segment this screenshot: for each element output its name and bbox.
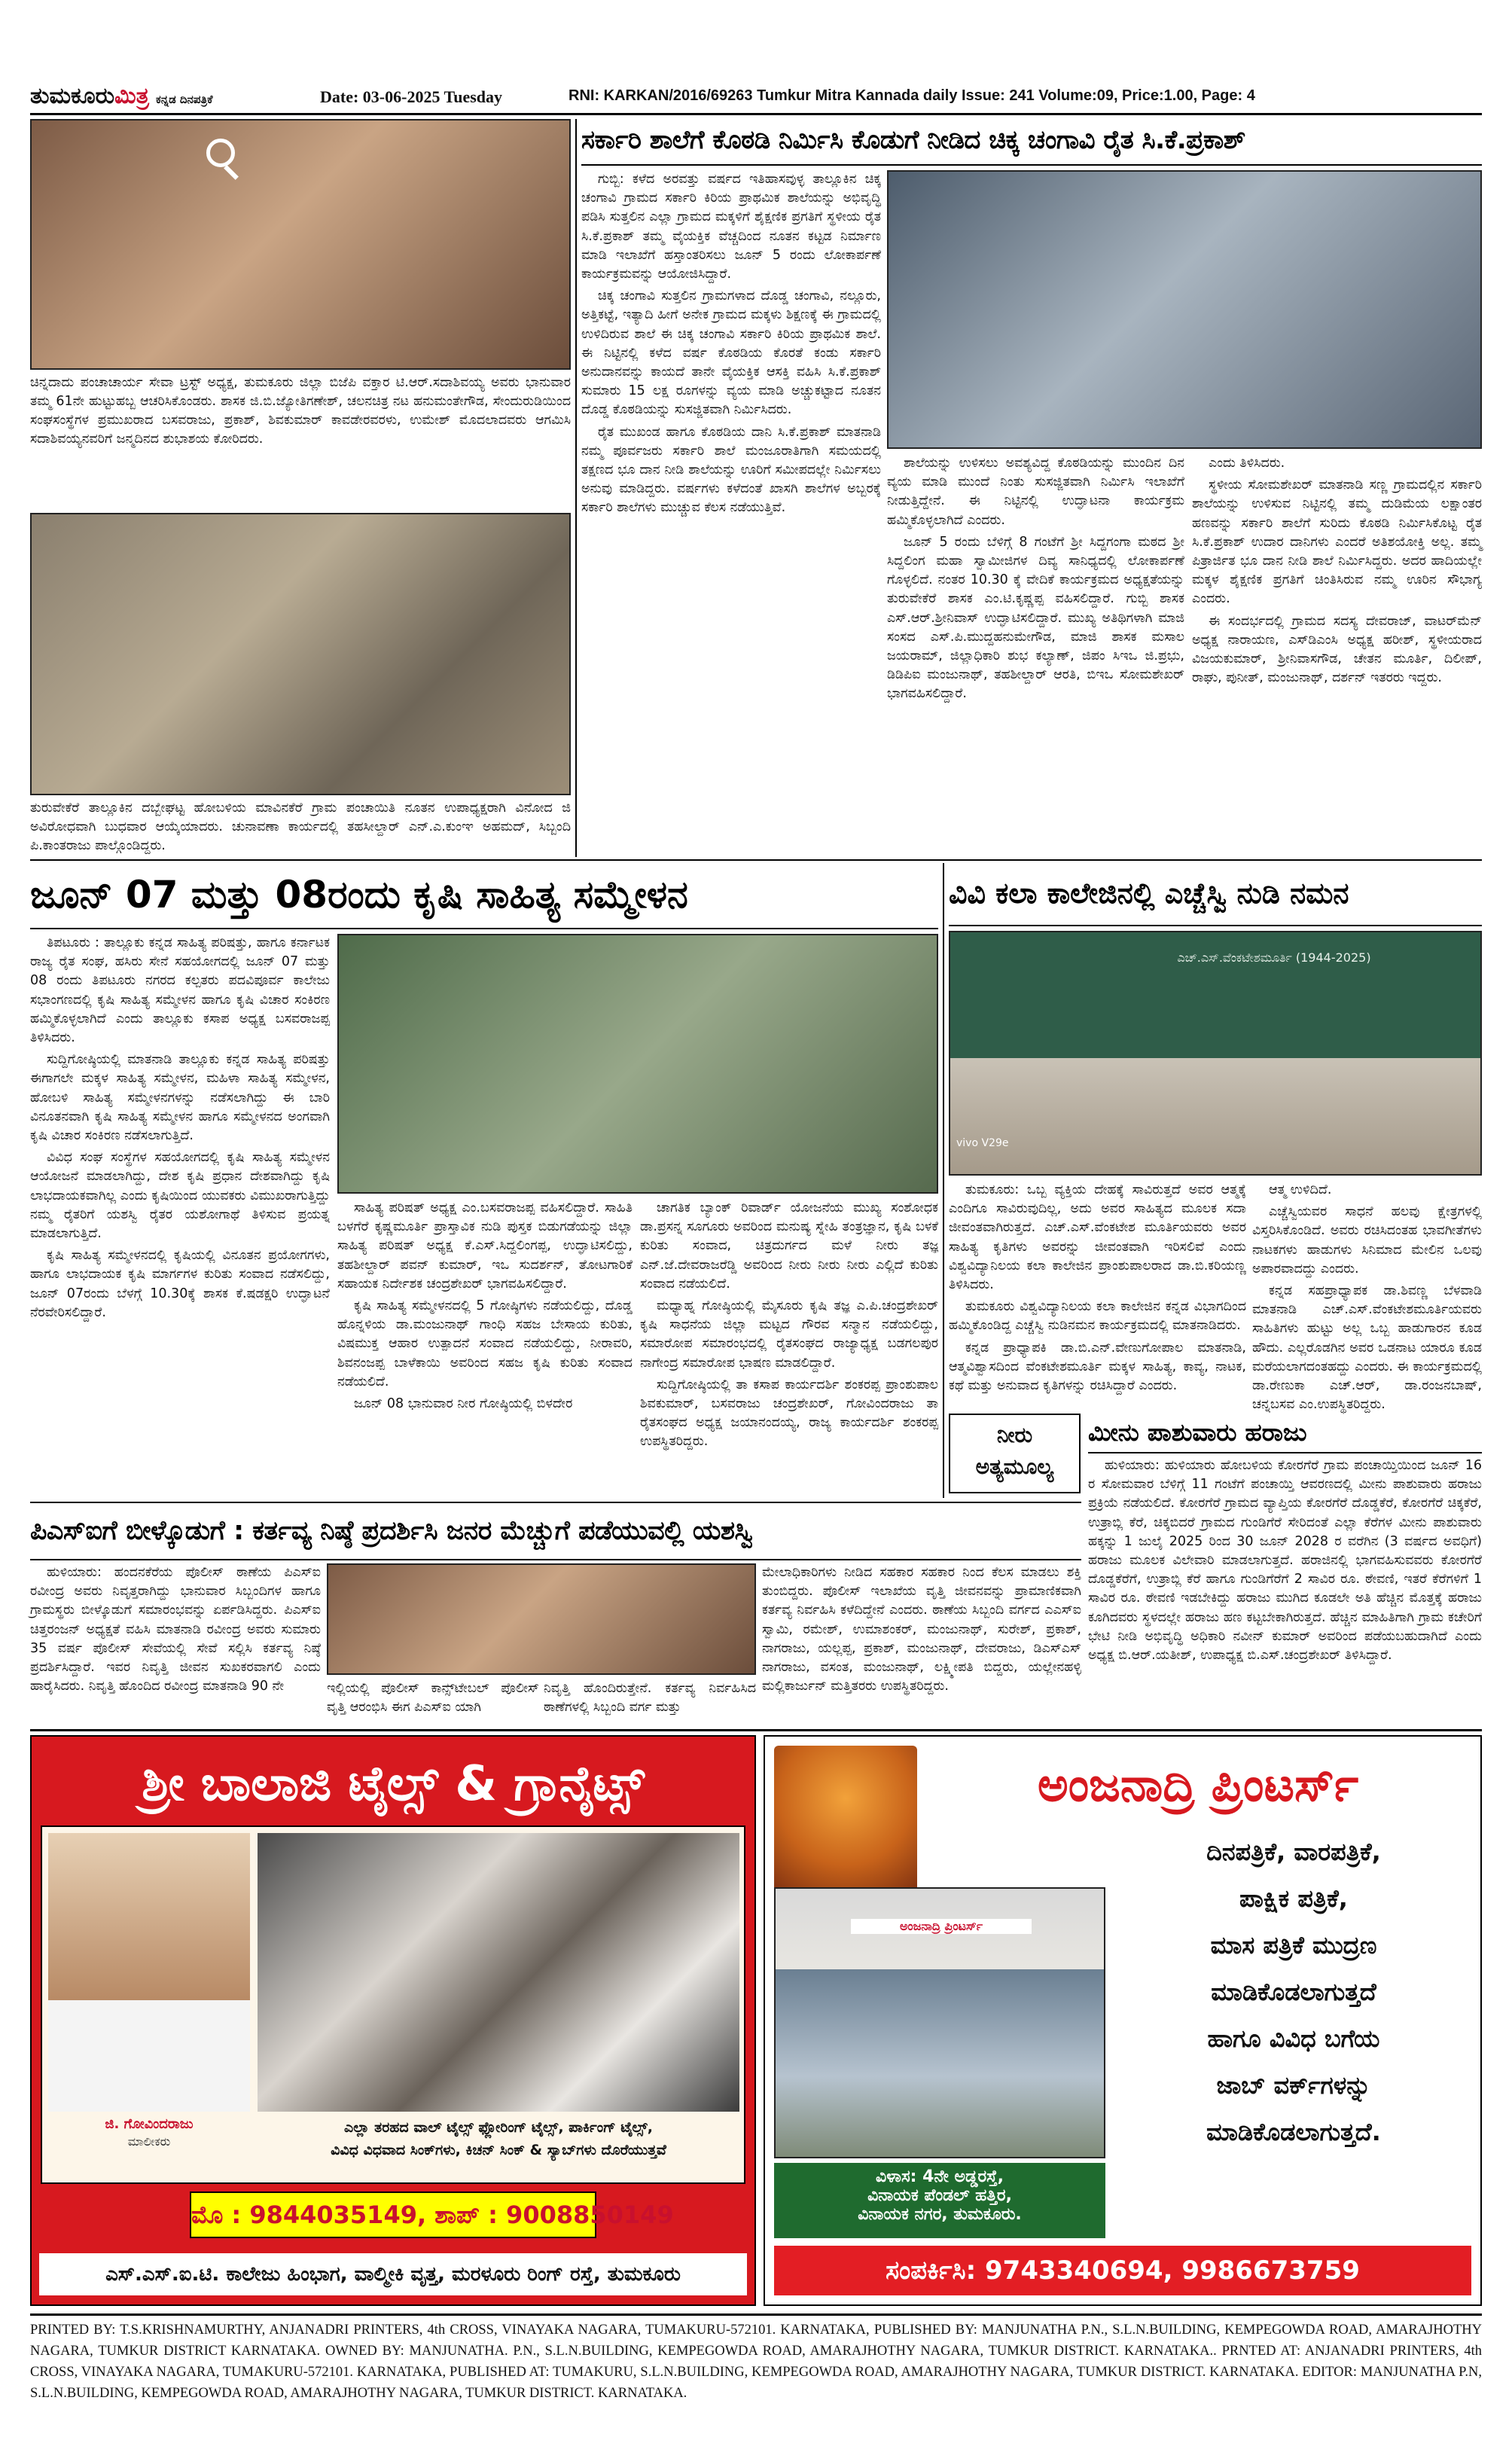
psi-col2: ನಿವೃತ್ತಿ ಹೊಂದಿರುತ್ತೇನೆ. ಕರ್ತವ್ಯ ನಿರ್ವಹಿಸಿದ ಠಾಣೆಗಳಲ್ಲಿ ಸಿಬ್ಬಂದಿ ವರ್ಗ ಮತ್ತು: [544, 1681, 756, 1716]
school-p5: ಜೂನ್ 5 ರಂದು ಬೆಳಿಗ್ಗೆ 8 ಗಂಟೆಗೆ ಶ್ರೀ ಸಿದ್ದಗಂಗಾ ಮಠದ ಶ್ರೀ ಸಿದ್ದಲಿಂಗ ಮಹಾ ಸ್ವಾಮೀಜಿಗಳ ದಿವ್ಯ ಸಾನಿಧ್ಯದಲ್ಲಿ ಲೋಕಾರ್ಪಣೆ ಗೊಳ್ಳಲಿದೆ. ನಂತರ 10.30 ಕ್ಕೆ ವೇದಿಕೆ ಕಾರ್ಯಕ್ರಮದ ಅಧ್ಯಕ್ಷತೆಯನ್ನು ತುರುವೇಕೆರೆ ಶಾಸಕ ಎಂ.ಟಿ.ಕೃಷ್ಣಪ್ಪ ವಹಿಸಲಿದ್ದಾರೆ. ಗುಬ್ಬಿ ಶಾಸಕ ಎಸ್.ಆರ್.ಶ್ರೀನಿವಾಸ್ ಉದ್ಘಾಟಿಸಲಿದ್ದಾರೆ. ಮುಖ್ಯ ಅತಿಥಿಗಳಾಗಿ ಮಾಜಿ ಸಂಸದ ಎಸ್.ಪಿ.ಮುದ್ದಹನುಮೇಗೌಡ, ಮಾಜಿ ಶಾಸಕ ಮಸಾಲ ಜಯರಾಮ್, ಜಿಲ್ಲಾಧಿಕಾರಿ ಶುಭ ಕಲ್ಯಾಣ್, ಜಿಪಂ ಸಿಇಒ ಜಿ.ಪ್ರಭು, ಡಿಡಿಪಿಐ ಮಂಜುನಾಥ್, ತಹಶೀಲ್ದಾರ್ ಆರತಿ, ಬಿಇಒ ಸೋಮಶೇಖರ್ ಭಾಗವಹಿಸಲಿದ್ದಾರೆ.: [887, 534, 1184, 702]
krishi-p9: ಮಧ್ಯಾಹ್ನ ಗೋಷ್ಠಿಯಲ್ಲಿ ಮೈಸೂರು ಕೃಷಿ ತಜ್ಞ ಎ.ಪಿ.ಚಂದ್ರಶೇಖರ್ ಕೃಷಿ ಸಾಧನೆಯ ಜಿಲ್ಲಾ ಮಟ್ಟದ ಗೌರವ ಸನ್ಮಾನ ನಡೆಯಲಿದ್ದು, ಸಮಾರೋಪ ಸಮಾರಂಭದಲ್ಲಿ ರೈತಸಂಘದ ರಾಜ್ಯಾಧ್ಯಕ್ಷ ಬಡಗಲಪುರ ನಾಗೇಂದ್ರ ಸಮಾರೋಪ ಭಾಷಣ ಮಾಡಲಿದ್ದಾರೆ.: [640, 1298, 938, 1371]
vv-p2: ತುಮಕೂರು ವಿಶ್ವವಿದ್ಯಾನಿಲಯ ಕಲಾ ಕಾಲೇಜಿನ ಕನ್ನಡ ವಿಭಾಗದಿಂದ ಹಮ್ಮಿಕೊಂಡಿದ್ದ ಎಚ್ಚೆಸ್ವಿ ನುಡಿನಮನ ಕಾರ್ಯಕ್ರಮದಲ್ಲಿ ಮಾತನಾಡಿದರು.: [949, 1299, 1246, 1334]
ad-anjanadri-deity-img: [774, 1746, 917, 1896]
krishi-col1: [30, 934, 330, 1499]
ad-balaji-portrait: [48, 1833, 250, 2112]
krishi-col3: [640, 1199, 938, 1499]
masthead: [30, 83, 1482, 110]
vv-p6: ಕನ್ನಡ ಸಹಪ್ರಾಧ್ಯಾಪಕ ಡಾ.ಶಿವಣ್ಣ ಬೆಳವಾಡಿ ಮಾತನಾಡಿ ಎಚ್.ಎಸ್.ವೆಂಕಟೇಶಮೂರ್ತಿಯವರು ಸಾಹಿತಿಗಳು ಹುಟ್ಟು ಅಲ್ಲ ಒಬ್ಬ ಹಾಡುಗಾರನ ಕೂಡ ಹೌದು. ಎಲ್ಲರೊಡಗಿನ ಅವರ ಒಡನಾಟ ಯಾರೂ ಕೂಡ ಮರೆಯಲಾಗದಂತಹದ್ದು ಎಂದರು. ಈ ಕಾರ್ಯಕ್ರಮದಲ್ಲಿ ಡಾ.ರೇಣುಕಾ ಎಚ್.ಆರ್, ಡಾ.ರಂಜನಬಾಷ್, ಚನ್ನಬಸವ ಎಂ.ಉಪಸ್ಥಿತರಿದ್ದರು.: [1252, 1283, 1482, 1413]
ad-balaji-address: ಎಸ್.ಎಸ್.ಐ.ಟಿ. ಕಾಲೇಜು ಹಿಂಭಾಗ, ವಾಲ್ಮೀಕಿ ವೃತ್ತ, ಮರಳೂರು ರಿಂಗ್ ರಸ್ತೆ, ತುಮಕೂರು: [39, 2253, 747, 2295]
ad-balaji-line2: ವಿವಿಧ ವಿಧವಾದ ಸಿಂಕ್‌ಗಳು, ಕಿಚನ್ ಸಿಂಕ್ & ಸ್ಯಾಬ್‌ಗಳು ದೊರೆಯುತ್ತವೆ: [331, 2142, 666, 2158]
ad-balaji-panel: [41, 1825, 745, 2184]
ad-service-line: ದಿನಪತ್ರಿಕೆ, ವಾರಪತ್ರಿಕೆ,: [1206, 1838, 1381, 1866]
ad-anjanadri: [764, 1735, 1482, 2306]
school-p7: ಸ್ಥಳೀಯ ಸೋಮಶೇಖರ್ ಮಾತನಾಡಿ ಸಣ್ಣ ಗ್ರಾಮದಲ್ಲಿನ ಸರ್ಕಾರಿ ಶಾಲೆಯನ್ನು ಉಳಿಸುವ ನಿಟ್ಟಿನಲ್ಲಿ ತಮ್ಮ ದುಡಿಮೆಯ ಲಕ್ಷಾಂತರ ಹಣವನ್ನು ಸರ್ಕಾರಿ ಶಾಲೆಗೆ ಸುರಿದು ಕೊಠಡಿ ನಿರ್ಮಿಸಿಕೊಟ್ಟ ರೈತ ಸಿ.ಕೆ.ಪ್ರಕಾಶ್ ಉದಾರ ದಾನಿಗಳು ಎಂದರೆ ಅತಿಶಯೋಕ್ತಿ ಅಲ್ಲ. ತಮ್ಮ ಪಿತ್ರಾರ್ಜಿತ ಭೂ ದಾನ ನೀಡಿ ಶಾಲೆ ನಿರ್ಮಿಸಿದ್ದರು. ಅದರ ಹಾದಿಯಲ್ಲೇ ಮಕ್ಕಳ ಶೈಕ್ಷಣಿಕ ಪ್ರಗತಿಗೆ ಚಿಂತಿಸಿರುವ ನಮ್ಮ ಊರಿನ ಸೌಭಾಗ್ಯ ಎಂದರು.: [1192, 477, 1482, 607]
krishi-p4: ಕೃಷಿ ಸಾಹಿತ್ಯ ಸಮ್ಮೇಳನದಲ್ಲಿ ಕೃಷಿಯಲ್ಲಿ ವಿನೂತನ ಪ್ರಯೋಗಗಳು, ಹಾಗೂ ಲಾಭದಾಯಕ ಕೃಷಿ ಮಾರ್ಗಗಳ ಕುರಿತು ಸಂವಾದ ನಡೆಸಲಿದ್ದು, ಜೂನ್ 07ರಂದು ಬೆಳಗ್ಗೆ 10.30ಕ್ಕೆ ಶಾಸಕ ಕೆ.ಷಡಕ್ಷರಿ ಉದ್ಘಾಟನೆ ನೆರವೇರಿಸಲಿದ್ದಾರೆ.: [30, 1248, 330, 1320]
vv-p3: ಕನ್ನಡ ಪ್ರಾಧ್ಯಾಪಕಿ ಡಾ.ಬಿ.ಎನ್.ವೇಣುಗೋಪಾಲ ಮಾತನಾಡಿ, ಆತ್ಮವಿಶ್ವಾಸದಿಂದ ವೆಂಕಟೇಶಮೂರ್ತಿ ಮಕ್ಕಳ ಸಾಹಿತ್ಯ, ಕಾವ್ಯ, ನಾಟಕ, ಕಥೆ ಮತ್ತು ಅನುವಾದ ಕೃತಿಗಳನ್ನು ರಚಿಸಿದ್ದಾರೆ ಎಂದರು.: [949, 1340, 1246, 1394]
school-p8: ಈ ಸಂದರ್ಭದಲ್ಲಿ ಗ್ರಾಮದ ಸದಸ್ಯ ದೇವರಾಜ್, ವಾಟರ್‌ಮೆನ್ ಅಧ್ಯಕ್ಷ ನಾರಾಯಣ, ಎಸ್‌ಡಿಎಂಸಿ ಅಧ್ಯಕ್ಷ ಹರೀಶ್, ಸ್ಥಳೀಯರಾದ ವಿಜಯಕುಮಾರ್, ಶ್ರೀನಿವಾಸಗೌಡ, ಚೇತನ ಮೂರ್ತಿ, ದಿಲೀಪ್, ರಾಘು, ಪುನೀತ್, ಮಂಜುನಾಥ್, ದರ್ಶನ್ ಇತರರು ಇದ್ದರು.: [1192, 613, 1482, 686]
vv-p1: ತುಮಕೂರು: ಒಬ್ಬ ವ್ಯಕ್ತಿಯ ದೇಹಕ್ಕೆ ಸಾವಿರುತ್ತದೆ ಅವರ ಆತ್ಮಕ್ಕೆ ಎಂದಿಗೂ ಸಾವಿರುವುದಿಲ್ಲ, ಅದು ಅವರ ಸಾಹಿತ್ಯದ ಮೂಲಕ ಸದಾ ಜೀವಂತವಾಗಿರುತ್ತದೆ. ಎಚ್.ಎಸ್.ವೆಂಕಟೇಶ ಮೂರ್ತಿಯವರು ಅವರ ಸಾಹಿತ್ಯ ಕೃತಿಗಳು ಅವರನ್ನು ಜೀವಂತವಾಗಿ ಇರಿಸಲಿವೆ ಎಂದು ವಿಶ್ವವಿದ್ಯಾನಿಲಯ ಕಲಾ ಕಾಲೇಜಿನ ಪ್ರಾಂಶುಪಾಲರಾದ ಡಾ.ಬಿ.ಕರಿಯಣ್ಣ ತಿಳಿಸಿದರು.: [949, 1182, 1246, 1293]
school-p3: ರೈತ ಮುಖಂಡ ಹಾಗೂ ಕೊಠಡಿಯ ದಾನಿ ಸಿ.ಕೆ.ಪ್ರಕಾಶ್ ಮಾತನಾಡಿ ನಮ್ಮ ಪೂರ್ವಜರು ಸರ್ಕಾರಿ ಶಾಲೆ ಮಂಜೂರಾತಿಗಾಗಿ ಸಮಯದಲ್ಲಿ ತಕ್ಷಣದ ಭೂ ದಾನ ನೀಡಿ ಶಾಲೆಯನ್ನು ಊರಿಗೆ ಸಮೀಪದಲ್ಲೇ ನಿರ್ಮಿಸಲು ಅನುವು ಮಾಡಿದ್ದರು. ವರ್ಷಗಳು ಕಳೆದಂತೆ ಖಾಸಗಿ ಶಾಲೆಗಳ ಅಬ್ಬರಕ್ಕೆ ಸರ್ಕಾರಿ ಶಾಲೆಗಳು ಮುಚ್ಚುವ ಕೆಲಸ ನಡೆಯುತ್ತಿವೆ.: [581, 424, 881, 516]
search-icon-handle: [224, 165, 239, 180]
school-headline-rule: [581, 164, 1482, 166]
divider-v1: [575, 119, 577, 857]
school-col3: [1192, 454, 1482, 856]
birthday-caption: ಚಿನ್ನದಾದು ಪಂಚಾಚಾರ್ಯ ಸೇವಾ ಟ್ರಸ್ಟ್ ಅಧ್ಯಕ್ಷ, ತುಮಕೂರು ಜಿಲ್ಲಾ ಬಿಜೆಪಿ ವಕ್ತಾರ ಟಿ.ಆರ್.ಸದಾಶಿವಯ್ಯ ಅವರು ಭಾನುವಾರ ತಮ್ಮ 61ನೇ ಹುಟ್ಟುಹಬ್ಬ ಆಚರಿಸಿಕೊಂಡರು. ಶಾಸಕ ಜಿ.ಬಿ.ಜ್ಯೋತಿಗಣೇಶ್, ಚಲನಚಿತ್ರ ನಟ ಹನುಮಂತೇಗೌಡ, ಸೇಂದುರುಡಿಯಿಂದ ಸಂಘಸಂಸ್ಥೆಗಳ ಪ್ರಮುಖರಾದ ಬಸವರಾಜು, ಪ್ರಕಾಶ್, ಶಿವಕುಮಾರ್ ಕಾವಡೇರವರಳು, ಉಮೇಶ್ ಮೊದಲಾದವರು ಆಗಮಿಸಿ ಸದಾಶಿವಯ್ಯನವರಿಗೆ ಜನ್ಮದಿನದ ಶುಭಾಶಯ ಕೋರಿದರು.: [30, 375, 571, 447]
logo-accent: ಮಿತ್ರ: [114, 83, 149, 109]
ad-anjanadri-shop-sign: ಅಂಜನಾದ್ರಿ ಪ್ರಿಂಟರ್ಸ್: [851, 1919, 1032, 1934]
vv-headline-rule: [949, 925, 1482, 926]
election-photo: [30, 513, 571, 795]
ad-anjanadri-address-line: ವಿಳಾಸ: 4ನೇ ಅಡ್ಡರಸ್ತೆ,: [876, 2167, 1004, 2186]
ad-service-line: ಮಾಸ ಪತ್ರಿಕೆ ಮುದ್ರಣ: [1210, 1931, 1377, 1960]
krishi-p10: ಸುದ್ದಿಗೋಷ್ಠಿಯಲ್ಲಿ ತಾ ಕಸಾಪ ಕಾರ್ಯದರ್ಶಿ ಶಂಕರಪ್ಪ ಪ್ರಾಂಶುಪಾಲ ಶಿವಕುಮಾರ್, ಬಸವರಾಜು ಚಂದ್ರಶೇಖರ್, ಗೋವಿಂದರಾಜು ತಾ ರೈತಸಂಘದ ಅಧ್ಯಕ್ಷ ಜಯಾನಂದಯ್ಯ, ರಾಜ್ಯ ಕಾರ್ಯದರ್ಶಿ ಶಂಕರಪ್ಪ ಉಪಸ್ಥಿತರಿದ್ದರು.: [640, 1377, 938, 1450]
ad-anjanadri-contact: ಸಂಪರ್ಕಿಸಿ: 9743340694, 9986673759: [774, 2246, 1471, 2295]
krishi-p5: ಸಾಹಿತ್ಯ ಪರಿಷತ್ ಅಧ್ಯಕ್ಷ ಎಂ.ಬಸವರಾಜಪ್ಪ ವಹಿಸಲಿದ್ದಾರೆ. ಸಾಹಿತಿ ಬಳಗೆರೆ ಕೃಷ್ಣಮೂರ್ತಿ ಪ್ರಾಸ್ತಾವಿಕ ನುಡಿ ಪುಸ್ತಕ ಬಿಡುಗಡೆಯನ್ನು ಜಿಲ್ಲಾ ಸಾಹಿತ್ಯ ಪರಿಷತ್ ಅಧ್ಯಕ್ಷ ಕೆ.ಎಸ್.ಸಿದ್ದಲಿಂಗಪ್ಪ, ಉದ್ಘಾಟಿಸಲಿದ್ದು, ತಹಶೀಲ್ದಾರ್ ಪವನ್ ಕುಮಾರ್, ಇಒ ಸುದರ್ಶನ್, ತೋಟಗಾರಿಕೆ ಸಹಾಯಕ ನಿರ್ದೇಶಕ ಚಂದ್ರಶೇಖರ್ ಭಾಗವಹಿಸಲಿದ್ದಾರೆ.: [337, 1200, 633, 1292]
divider-h2: [30, 1502, 1081, 1503]
fish-headline-rule: [1088, 1452, 1482, 1453]
divider-h1: [30, 859, 1482, 861]
school-p2: ಚಿಕ್ಕ ಚಂಗಾವಿ ಸುತ್ತಲಿನ ಗ್ರಾಮಗಳಾದ ದೊಡ್ಡ ಚಂಗಾವಿ, ನಲ್ಲೂರು, ಅತ್ತಿಕಟ್ಟೆ, ಇತ್ಯಾದಿ ಹೀಗೆ ಅನೇಕ ಗ್ರಾಮದ ಮಕ್ಕಳು ಶಿಕ್ಷಣಕ್ಕೆ ಈ ಗ್ರಾಮದಲ್ಲಿ ಉಳಿದಿರುವ ಶಾಲೆ ಈ ಚಿಕ್ಕ ಚಂಗಾವಿ ಸರ್ಕಾರಿ ಕಿರಿಯ ಪ್ರಾಥಮಿಕ ಶಾಲೆ. ಈ ನಿಟ್ಟಿನಲ್ಲಿ ಕಳೆದ ವರ್ಷ ಕೊಠಡಿಯ ಕೊರತೆ ಕಂಡು ಸರ್ಕಾರಿ ಅನುದಾನವನ್ನು ಕಾಯದೆ ತಾನೇ ವೈಯಕ್ತಿಕ ಆಸಕ್ತಿ ವಹಿಸಿ ಸಿ.ಕೆ.ಪ್ರಕಾಶ್ ಸುಮಾರು 15 ಲಕ್ಷ ರೂಗಳನ್ನು ವ್ಯಯ ಮಾಡಿ ಅಚ್ಚುಕಟ್ಟಾದ ನೂತನ ದೊಡ್ಡ ಕೊಠಡಿಯನ್ನು ಸುಸಜ್ಜಿತವಾಗಿ ನಿರ್ಮಿಸಿದರು.: [581, 288, 881, 418]
krishi-p2: ಸುದ್ದಿಗೋಷ್ಠಿಯಲ್ಲಿ ಮಾತನಾಡಿ ತಾಲ್ಲೂಕು ಕನ್ನಡ ಸಾಹಿತ್ಯ ಪರಿಷತ್ತು ಈಗಾಗಲೇ ಮಕ್ಕಳ ಸಾಹಿತ್ಯ ಸಮ್ಮೇಳನ, ಮಹಿಳಾ ಸಾಹಿತ್ಯ ಸಮ್ಮೇಳನ, ಹೋಬಳಿ ಸಾಹಿತ್ಯ ಸಮ್ಮೇಳನಗಳನ್ನು ನಡೆಸಲಾಗಿದ್ದು ಈ ಬಾರಿ ವಿನೂತನವಾಗಿ ಕೃಷಿ ಸಾಹಿತ್ಯ ಸಮ್ಮೇಳನ ಹಾಗೂ ಸಮ್ಮೇಳನದ ಅಂಗವಾಗಿ ಕೃಷಿ ವಿಚಾರ ಸಂಕಿರಣ ನಡೆಸಲಾಗುತ್ತಿದೆ.: [30, 1052, 330, 1144]
ad-balaji: [30, 1735, 756, 2306]
divider-h4: [30, 2313, 1482, 2316]
psi-photo: [327, 1563, 756, 1675]
vv-photo-stamp: vivo V29e: [956, 1137, 1009, 1149]
neeru-box: [949, 1414, 1081, 1493]
school-photo: [887, 170, 1482, 449]
divider-h3: [30, 1729, 1482, 1731]
ad-balaji-tiles-img: [258, 1833, 739, 2112]
divider-v2: [943, 863, 944, 1498]
masthead-logo: [30, 83, 212, 110]
psi-col3: ಮೇಲಾಧಿಕಾರಿಗಳು ನೀಡಿದ ಸಹಕಾರ ಸಹಕಾರ ನಿಂದ ಕೆಲಸ ಮಾಡಲು ಶಕ್ತಿ ತುಂಬಿದ್ದರು. ಪೊಲೀಸ್ ಇಲಾಖೆಯ ವೃತ್ತಿ ಜೀವನವನ್ನು ಪ್ರಾಮಾಣಿಕವಾಗಿ ಕರ್ತವ್ಯ ನಿರ್ವಹಿಸಿ ಕಳೆದಿದ್ದೇನೆ ಎಂದರು. ಠಾಣೆಯ ಸಿಬ್ಬಂದಿ ವರ್ಗದ ಎಎಸ್‌ಐ ಸ್ವಾಮಿ, ರಮೇಶ್, ಉಮಾಶಂಕರ್, ಮಂಜುನಾಥ್, ಸುರೇಶ್, ಪ್ರಕಾಶ್, ನಾಗರಾಜು, ಯಲ್ಲಪ್ಪ, ಪ್ರಕಾಶ್, ಮಂಜುನಾಥ್, ದೇವರಾಜು, ಡಿಎಸ್‌ಎಸ್ ನಾಗರಾಜು, ವಸಂತ, ಮಂಜುನಾಥ್, ಲಕ್ಷ್ಮೀಪತಿ ಬಿದ್ದರು, ಯಲ್ಲೇನಹಳ್ಳಿ ಮಲ್ಲಿಕಾರ್ಜುನ್ ಮತ್ತಿತರರು ಉಪಸ್ಥಿತರಿದ್ದರು.: [762, 1565, 1081, 1694]
ad-balaji-person-sub: ಮಾಲೀಕರು: [127, 2134, 171, 2149]
vv-board-text: ಎಚ್.ಎಸ್.ವೆಂಕಟೇಶಮೂರ್ತಿ (1944-2025): [1177, 950, 1371, 965]
masthead-meta: RNI: KARKAN/2016/69263 Tumkur Mitra Kannada daily Issue: 241 Volume:09, Price:1.00, Page: 4: [569, 87, 1255, 104]
school-p6: ಎಂದು ತಿಳಿಸಿದರು.: [1209, 456, 1285, 471]
school-p4: ಶಾಲೆಯನ್ನು ಉಳಿಸಲು ಅವಶ್ಯವಿದ್ದ ಕೊಠಡಿಯನ್ನು ಮುಂದಿನ ದಿನ ವ್ಯಯ ಮಾಡಿ ಮುಂದೆ ನಿಂತು ಸುಸಜ್ಜಿತವಾಗಿ ನಿರ್ಮಿಸಿ ಇಲಾಖೆಗೆ ನೀಡುತ್ತಿದ್ದೇನೆ. ಈ ನಿಟ್ಟಿನಲ್ಲಿ ಉದ್ಘಾಟನಾ ಕಾರ್ಯಕ್ರಮ ಹಮ್ಮಿಕೊಳ್ಳಲಾಗಿದೆ ಎಂದರು.: [887, 456, 1184, 528]
school-col1: [581, 170, 881, 592]
krishi-p6: ಕೃಷಿ ಸಾಹಿತ್ಯ ಸಮ್ಮೇಳನದಲ್ಲಿ 5 ಗೋಷ್ಠಿಗಳು ನಡೆಯಲಿದ್ದು, ದೊಡ್ಡ ಹೊನ್ನಳಿಯ ಡಾ.ಮಂಜುನಾಥ್ ಗಾಂಧಿ ಸಹಜ ಬೇಸಾಯ ಕುರಿತು, ವಿಷಮುಕ್ತ ಆಹಾರ ಉತ್ಪಾದನೆ ಸಂವಾದ ನಡೆಯಲಿದ್ದು, ನೀರಾವರಿ, ಶಿವನಂಜಪ್ಪ ಬಾಳೆಕಾಯಿ ಅವರಿಂದ ಸಹಜ ಕೃಷಿ ಕುರಿತು ಸಂವಾದ ನಡೆಯಲಿದೆ.: [337, 1298, 633, 1389]
psi-headline-rule: [30, 1559, 1081, 1560]
search-icon: [206, 139, 235, 167]
ad-anjanadri-title: ಅಂಜನಾದ್ರಿ ಪ್ರಿಂಟರ್ಸ್: [1037, 1757, 1359, 1812]
ad-balaji-phone: ಮೊ : 9844035149, ಶಾಪ್ : 9008850149: [190, 2191, 596, 2238]
krishi-headline: ಜೂನ್ 07 ಮತ್ತು 08ರಂದು ಕೃಷಿ ಸಾಹಿತ್ಯ ಸಮ್ಮೇಳನ: [30, 873, 688, 917]
ad-balaji-title: ಶ್ರೀ ಬಾಲಾಜಿ ಟೈಲ್ಸ್ & ಗ್ರಾನೈಟ್ಸ್: [142, 1756, 645, 1812]
masthead-date: Date: 03-06-2025 Tuesday: [320, 87, 503, 106]
psi-headline: ಪಿಎಸ್‌ಐಗೆ ಬೀಳ್ಕೊಡುಗೆ : ಕರ್ತವ್ಯ ನಿಷ್ಠೆ ಪ್ರದರ್ಶಿಸಿ ಜನರ ಮೆಚ್ಚುಗೆ ಪಡೆಯುವಲ್ಲಿ ಯಶಸ್ವಿ: [30, 1516, 753, 1546]
ad-balaji-line1: ಎಲ್ಲಾ ತರಹದ ವಾಲ್ ಟೈಲ್ಸ್ ಫ್ಲೋರಿಂಗ್ ಟೈಲ್ಸ್, ಪಾರ್ಕಿಂಗ್ ಟೈಲ್ಸ್,: [344, 2119, 653, 2136]
election-caption: ತುರುವೇಕೆರೆ ತಾಲ್ಲೂಕಿನ ದಬ್ಬೇಘಟ್ಟ ಹೋಬಳಿಯ ಮಾವಿನಕೆರೆ ಗ್ರಾಮ ಪಂಚಾಯಿತಿ ನೂತನ ಉಪಾಧ್ಯಕ್ಷರಾಗಿ ವಿನೋದ ಜಿ ಅವಿರೋಧವಾಗಿ ಬುಧವಾರ ಆಯ್ಕೆಯಾದರು. ಚುನಾವಣಾ ಕಾರ್ಯದಲ್ಲಿ ತಹಸೀಲ್ದಾರ್ ಎನ್.ಎ.ಕುಂಞ ಅಹಮದ್, ಸಿಬ್ಬಂದಿ ಪಿ.ಕಾಂತರಾಜು ಪಾಲ್ಗೊಂಡಿದ್ದರು.: [30, 801, 571, 853]
birthday-photo: [30, 119, 571, 370]
ad-balaji-person-name: ಜಿ. ಗೋವಿಂದರಾಜು: [105, 2116, 194, 2132]
neeru-line2: ಅತ್ಯಮೂಲ್ಯ: [975, 1454, 1054, 1479]
masthead-rule: [30, 113, 1482, 115]
ad-anjanadri-address-line: ವಿನಾಯಕ ನಗರ, ತುಮಕೂರು.: [858, 2205, 1022, 2224]
fish-headline: ಮೀನು ಪಾಶುವಾರು ಹರಾಜು: [1088, 1418, 1307, 1447]
ad-service-line: ಹಾಗೂ ವಿವಿಧ ಬಗೆಯ: [1207, 2024, 1380, 2053]
school-headline: ಸರ್ಕಾರಿ ಶಾಲೆಗೆ ಕೊಠಡಿ ನಿರ್ಮಿಸಿ ಕೊಡುಗೆ ನೀಡಿದ ಚಿಕ್ಕ ಚಂಗಾವಿ ರೈತ ಸಿ.ಕೆ.ಪ್ರಕಾಶ್: [581, 125, 1245, 155]
krishi-p7: ಜೂನ್ 08 ಭಾನುವಾರ ನೀರ ಗೋಷ್ಠಿಯಲ್ಲಿ ಬಿಳದೇರ: [354, 1396, 573, 1412]
krishi-p8: ಚಾಗತಿಕ ಬ್ಯಾಂಕ್ ರಿವಾರ್ಡ್ ಯೋಜನೆಯ ಮುಖ್ಯ ಸಂಶೋಧಕ ಡಾ.ಪ್ರಸನ್ನ ಸೂಗೂರು ಅವರಿಂದ ಮನುಷ್ಯ ಸ್ನೇಹಿ ತಂತ್ರಜ್ಞಾನ, ಕೃಷಿ ಬಳಕೆ ಕುರಿತು ಸಂವಾದ, ಚಿತ್ರದುರ್ಗದ ಮಳೆ ನೀರು ತಜ್ಞ ಎನ್.ಜೆ.ದೇವರಾಜರೆಡ್ಡಿ ಅವರಿಂದ ನೀರು ನೀರು ನೀರು ಎಲ್ಲಿದೆ ಕುರಿತು ಸಂವಾದ ನಡೆಯಲಿದೆ.: [640, 1200, 938, 1292]
school-p1: ಗುಬ್ಬಿ: ಕಳೆದ ಅರವತ್ತು ವರ್ಷದ ಇತಿಹಾಸವುಳ್ಳ ತಾಲ್ಲೂಕಿನ ಚಿಕ್ಕ ಚಂಗಾವಿ ಗ್ರಾಮದ ಸರ್ಕಾರಿ ಕಿರಿಯ ಪ್ರಾಥಮಿಕ ಶಾಲೆಯನ್ನು ಅಭಿವೃದ್ಧಿ ಪಡಿಸಿ ಸುತ್ತಲಿನ ಎಲ್ಲಾ ಗ್ರಾಮದ ಮಕ್ಕಳಿಗೆ ಶೈಕ್ಷಣಿಕ ಪ್ರಗತಿಗೆ ಸ್ಥಳೀಯ ರೈತ ಸಿ.ಕೆ.ಪ್ರಕಾಶ್ ತಮ್ಮ ವೈಯಕ್ತಿಕ ವೆಚ್ಚದಿಂದ ನೂತನ ಕಟ್ಟಡ ನಿರ್ಮಾಣ ಮಾಡಿ ಇಲಾಖೆಗೆ ಹಸ್ತಾಂತರಿಸಲು ಜೂನ್ 5 ರಂದು ಲೋಕಾರ್ಪಣೆ ಕಾರ್ಯಕ್ರಮವನ್ನು ಆಯೋಜಿಸಿದ್ದಾರೆ.: [581, 172, 881, 282]
vv-photo: [949, 931, 1482, 1176]
logo-tagline: ಕನ್ನಡ ದಿನಪತ್ರಿಕೆ: [155, 93, 213, 106]
krishi-col2: [337, 1199, 633, 1499]
ad-service-line: ಮಾಡಿಕೊಡಲಾಗುತ್ತದೆ: [1211, 1978, 1376, 2006]
krishi-p1: ತಿಪಟೂರು : ತಾಲ್ಲೂಕು ಕನ್ನಡ ಸಾಹಿತ್ಯ ಪರಿಷತ್ತು, ಹಾಗೂ ಕರ್ನಾಟಕ ರಾಜ್ಯ ರೈತ ಸಂಘ, ಹಸಿರು ಸೇನೆ ಸಹಯೋಗದಲ್ಲಿ ಜೂನ್ 07 ಮತ್ತು 08 ರಂದು ತಿಪಟೂರು ನಗರದ ಕಲ್ಪತರು ಪದವಿಪೂರ್ವ ಕಾಲೇಜು ಸಭಾಂಗಣದಲ್ಲಿ ಕೃಷಿ ಸಾಹಿತ್ಯ ಸಮ್ಮೇಳನ ಹಾಗೂ ಕೃಷಿ ವಿಚಾರ ಸಂಕಿರಣ ಹಮ್ಮಿಕೊಳ್ಳಲಾಗಿದೆ ಎಂದು ತಾಲ್ಲೂಕು ಕಸಾಪ ಅಧ್ಯಕ್ಷ ಬಸವರಾಜಪ್ಪ ತಿಳಿಸಿದರು.: [30, 935, 330, 1046]
ad-service-line: ಮಾಡಿಕೊಡಲಾಗುತ್ತದೆ.: [1206, 2118, 1381, 2146]
ad-service-line: ಜಾಬ್ ವರ್ಕ್‌ಗಳನ್ನು: [1216, 2071, 1371, 2100]
neeru-line1: ನೀರು: [996, 1423, 1033, 1447]
fish-body: ಹುಳಿಯಾರು: ಹುಳಿಯಾರು ಹೋಬಳಿಯ ಕೋರಗೆರೆ ಗ್ರಾಮ ಪಂಚಾಯ್ತಿಯಿಂದ ಜೂನ್ 16 ರ ಸೋಮವಾರ ಬೆಳಿಗ್ಗೆ 11 ಗಂಟೆಗೆ ಪಂಚಾಯ್ತಿ ಆವರಣದಲ್ಲಿ ಮೀನು ಪಾಶುವಾರು ಹರಾಜು ಪ್ರಕ್ರಿಯೆ ನಡೆಯಲಿದೆ. ಕೋರಗೆರೆ ಗ್ರಾಮದ ವ್ಯಾಪ್ತಿಯ ಕೋರಗೆರೆ ದೊಡ್ಡಕೆರೆ, ಕೋರಗೆರೆ ಚಿಕ್ಕಕೆರೆ, ಉತ್ರಾಬ್ಲಿ ಕೆರೆ, ಚಿಕ್ಕಬಿದರೆ ಗ್ರಾಮದ ಗುಂಡಿಗೆರೆ ಸೇರಿದಂತೆ ಎಲ್ಲಾ ಕೆರೆಗಳ ಮೀನು ಪಾಶುವಾರು ಹಕ್ಕನ್ನು 1 ಜುಲೈ 2025 ರಿಂದ 30 ಜೂನ್ 2028 ರ ವರೆಗಿನ (3 ವರ್ಷದ ಅವಧಿಗೆ) ಹರಾಜು ಮೂಲಕ ವಿಲೇವಾರಿ ಮಾಡಲಾಗುತ್ತದೆ. ಹರಾಜಿನಲ್ಲಿ ಭಾಗವಹಿಸುವವರು ಕೋರಗೆರೆ ದೊಡ್ಡಕೆರೆಗೆ, ಉತ್ರಾಬ್ಲಿ ಕೆರೆ ಹಾಗೂ ಗುಂಡಿಗೆರೆಗೆ 2 ಸಾವಿರ ರೂ. ಠೇವಣಿ, ಇತರೆ ಕೆರೆಗಳಿಗೆ 1 ಸಾವಿರ ರೂ. ಠೇವಣಿ ಇಡಬೇಕಿದ್ದು ಹರಾಜು ಮುಗಿದ ಕೂಡಲೇ ಅತಿ ಹೆಚ್ಚಿನ ಮೊತ್ತಕ್ಕೆ ಹರಾಜು ಕೂಗಿದವರು ಸ್ಥಳದಲ್ಲೇ ಹರಾಜು ಹಣ ಕಟ್ಟಬೇಕಾಗಿರುತ್ತದೆ. ಹೆಚ್ಚಿನ ಮಾಹಿತಿಗಾಗಿ ಗ್ರಾಮ ಕಚೇರಿಗೆ ಭೇಟಿ ನೀಡಿ ಅಭಿವೃದ್ಧಿ ಅಧಿಕಾರಿ ನವೀನ್ ಕುಮಾರ್ ಅವರಿಂದ ಪಡೆಯಬಹುದಾಗಿದೆ ಎಂದು ಅಧ್ಯಕ್ಷ ಬಿ.ಆರ್.ಯತೀಶ್, ಉಪಾಧ್ಯಕ್ಷ ಬಿ.ಎಸ್.ಚಂದ್ರಶೇಖರ್ ತಿಳಿಸಿದ್ದಾರೆ.: [1088, 1458, 1482, 1664]
imprint-footer: PRINTED BY: T.S.KRISHNAMURTHY, ANJANADRI PRINTERS, 4th CROSS, VINAYAKA NAGARA, TUMAKURU-572101. KARNATAKA, PUBLISHED BY: MANJUNATHA P.N., S.L.N.BUILDING, KEMPEGOWDA ROAD, AMARAJHOTHY NAGARA, TUMKUR DISTRICT KARNATAKA. OWNED BY: MANJUNATHA. P.N., S.L.N.BUILDING, KEMPEGOWDA ROAD, AMARAJHOTHY NAGARA, TUMKUR DISTRICT. KARNATAKA.. PRNTED AT: ANJANADRI PRINTERS, 4th CROSS, VINAYAKA NAGARA, TUMAKURU-572101. KARNATAKA, PUBLISHED AT: TUMAKURU, S.L.N.BUILDING, KEMPEGOWDA ROAD, AMARAJHOTHY NAGARA, TUMKUR DISTRICT. KARNATAKA. EDITOR: MANJUNATHA P.N, S.L.N.BUILDING, KEMPEGOWDA ROAD, AMARAJHOTHY NAGARA, TUMKUR DISTRICT. KARNATAKA.: [30, 2323, 1482, 2401]
vv-headline: ವಿವಿ ಕಲಾ ಕಾಲೇಜಿನಲ್ಲಿ ಎಚ್ಚೆಸ್ವಿ ನುಡಿ ನಮನ: [949, 877, 1349, 910]
ad-anjanadri-address: [774, 2163, 1105, 2238]
ad-anjanadri-address-line: ವಿನಾಯಕ ಪೆಂಡಲ್ ಹತ್ತಿರ,: [867, 2186, 1012, 2205]
school-col2: [887, 454, 1184, 856]
krishi-headline-rule: [30, 928, 938, 929]
krishi-p3: ವಿವಿಧ ಸಂಘ ಸಂಸ್ಥೆಗಳ ಸಹಯೋಗದಲ್ಲಿ ಕೃಷಿ ಸಾಹಿತ್ಯ ಸಮ್ಮೇಳನ ಆಯೋಜನೆ ಮಾಡಲಾಗಿದ್ದು, ದೇಶ ಕೃಷಿ ಪ್ರಧಾನ ದೇಶವಾಗಿದ್ದು ಕೃಷಿ ಲಾಭದಾಯಕವಾಗಿಲ್ಲ ಎಂದು ಕೃಷಿಯಿಂದ ಯುವಕರು ವಿಮುಖರಾಗುತ್ತಿದ್ದು ನಮ್ಮ ರೈತರಿಗೆ ಯಶಸ್ವಿ ರೈತರ ಯಶೋಗಾಥೆ ತಿಳಿಸುವ ಪ್ರಯತ್ನ ಮಾಡಲಾಗುತ್ತಿದೆ.: [30, 1150, 330, 1242]
ad-anjanadri-shop-photo: [774, 1887, 1105, 2158]
vv-p4: ಆತ್ಮ ಉಳಿದಿದೆ.: [1269, 1182, 1332, 1197]
vv-p5: ಎಚ್ಚೆಸ್ವಿಯವರ ಸಾಧನೆ ಹಲವು ಕ್ಷೇತ್ರಗಳಲ್ಲಿ ವಿಸ್ತರಿಸಿಕೊಂಡಿದೆ. ಅವರು ರಚಿಸಿದಂತಹ ಭಾವಗೀತೆಗಳು ನಾಟಕಗಳು ಹಾಡುಗಳು ಸಿನಿಮಾದ ಮೇಲಿನ ಒಲವು ಅಪಾರವಾದದ್ದು ಎಂದರು.: [1252, 1204, 1482, 1276]
ad-anjanadri-services: [1113, 1829, 1474, 2238]
logo-main: ತುಮಕೂರು: [30, 83, 115, 109]
ad-service-line: ಪಾಕ್ಷಿಕ ಪತ್ರಿಕೆ,: [1239, 1884, 1348, 1913]
psi-col1: ಹುಳಿಯಾರು: ಹಂದನಕೆರೆಯ ಪೊಲೀಸ್ ಠಾಣೆಯ ಪಿಎಸ್‌ಐ ರವೀಂದ್ರ ಅವರು ನಿವೃತ್ತರಾಗಿದ್ದು ಭಾನುವಾರ ಸಿಬ್ಬಂದಿಗಳ ಹಾಗೂ ಗ್ರಾಮಸ್ಥರು ಬೀಳ್ಕೊಡುಗೆ ಸಮಾರಂಭವನ್ನು ಏರ್ಪಡಿಸಿದ್ದರು. ಪಿಎಸ್‌ಐ ಚಿತ್ತರಂಜನ್ ಅಧ್ಯಕ್ಷತೆ ವಹಿಸಿ ಮಾತನಾಡಿ ರವೀಂದ್ರ ಅವರು ಸುಮಾರು 35 ವರ್ಷ ಪೊಲೀಸ್ ಸೇವೆಯಲ್ಲಿ ಸೇವೆ ಸಲ್ಲಿಸಿ ಕರ್ತವ್ಯ ನಿಷ್ಠೆ ಪ್ರದರ್ಶಿಸಿದ್ದಾರೆ. ಇವರ ನಿವೃತ್ತಿ ಜೀವನ ಸುಖಕರವಾಗಲಿ ಎಂದು ಹಾರೈಸಿದರು. ನಿವೃತ್ತಿ ಹೊಂದಿದ ರವೀಂದ್ರ ಮಾತನಾಡಿ 90 ನೇ: [30, 1565, 321, 1694]
psi-photo-caption: ಇಲ್ಲಿಯಲ್ಲಿ ಪೊಲೀಸ್ ಕಾನ್ಸ್‌ಟೇಬಲ್ ಪೊಲೀಸ್ ವೃತ್ತಿ ಆರಂಭಿಸಿ ಈಗ ಪಿಎಸ್‌ಐ ಯಾಗಿ: [327, 1681, 539, 1716]
krishi-photo: [337, 934, 938, 1194]
